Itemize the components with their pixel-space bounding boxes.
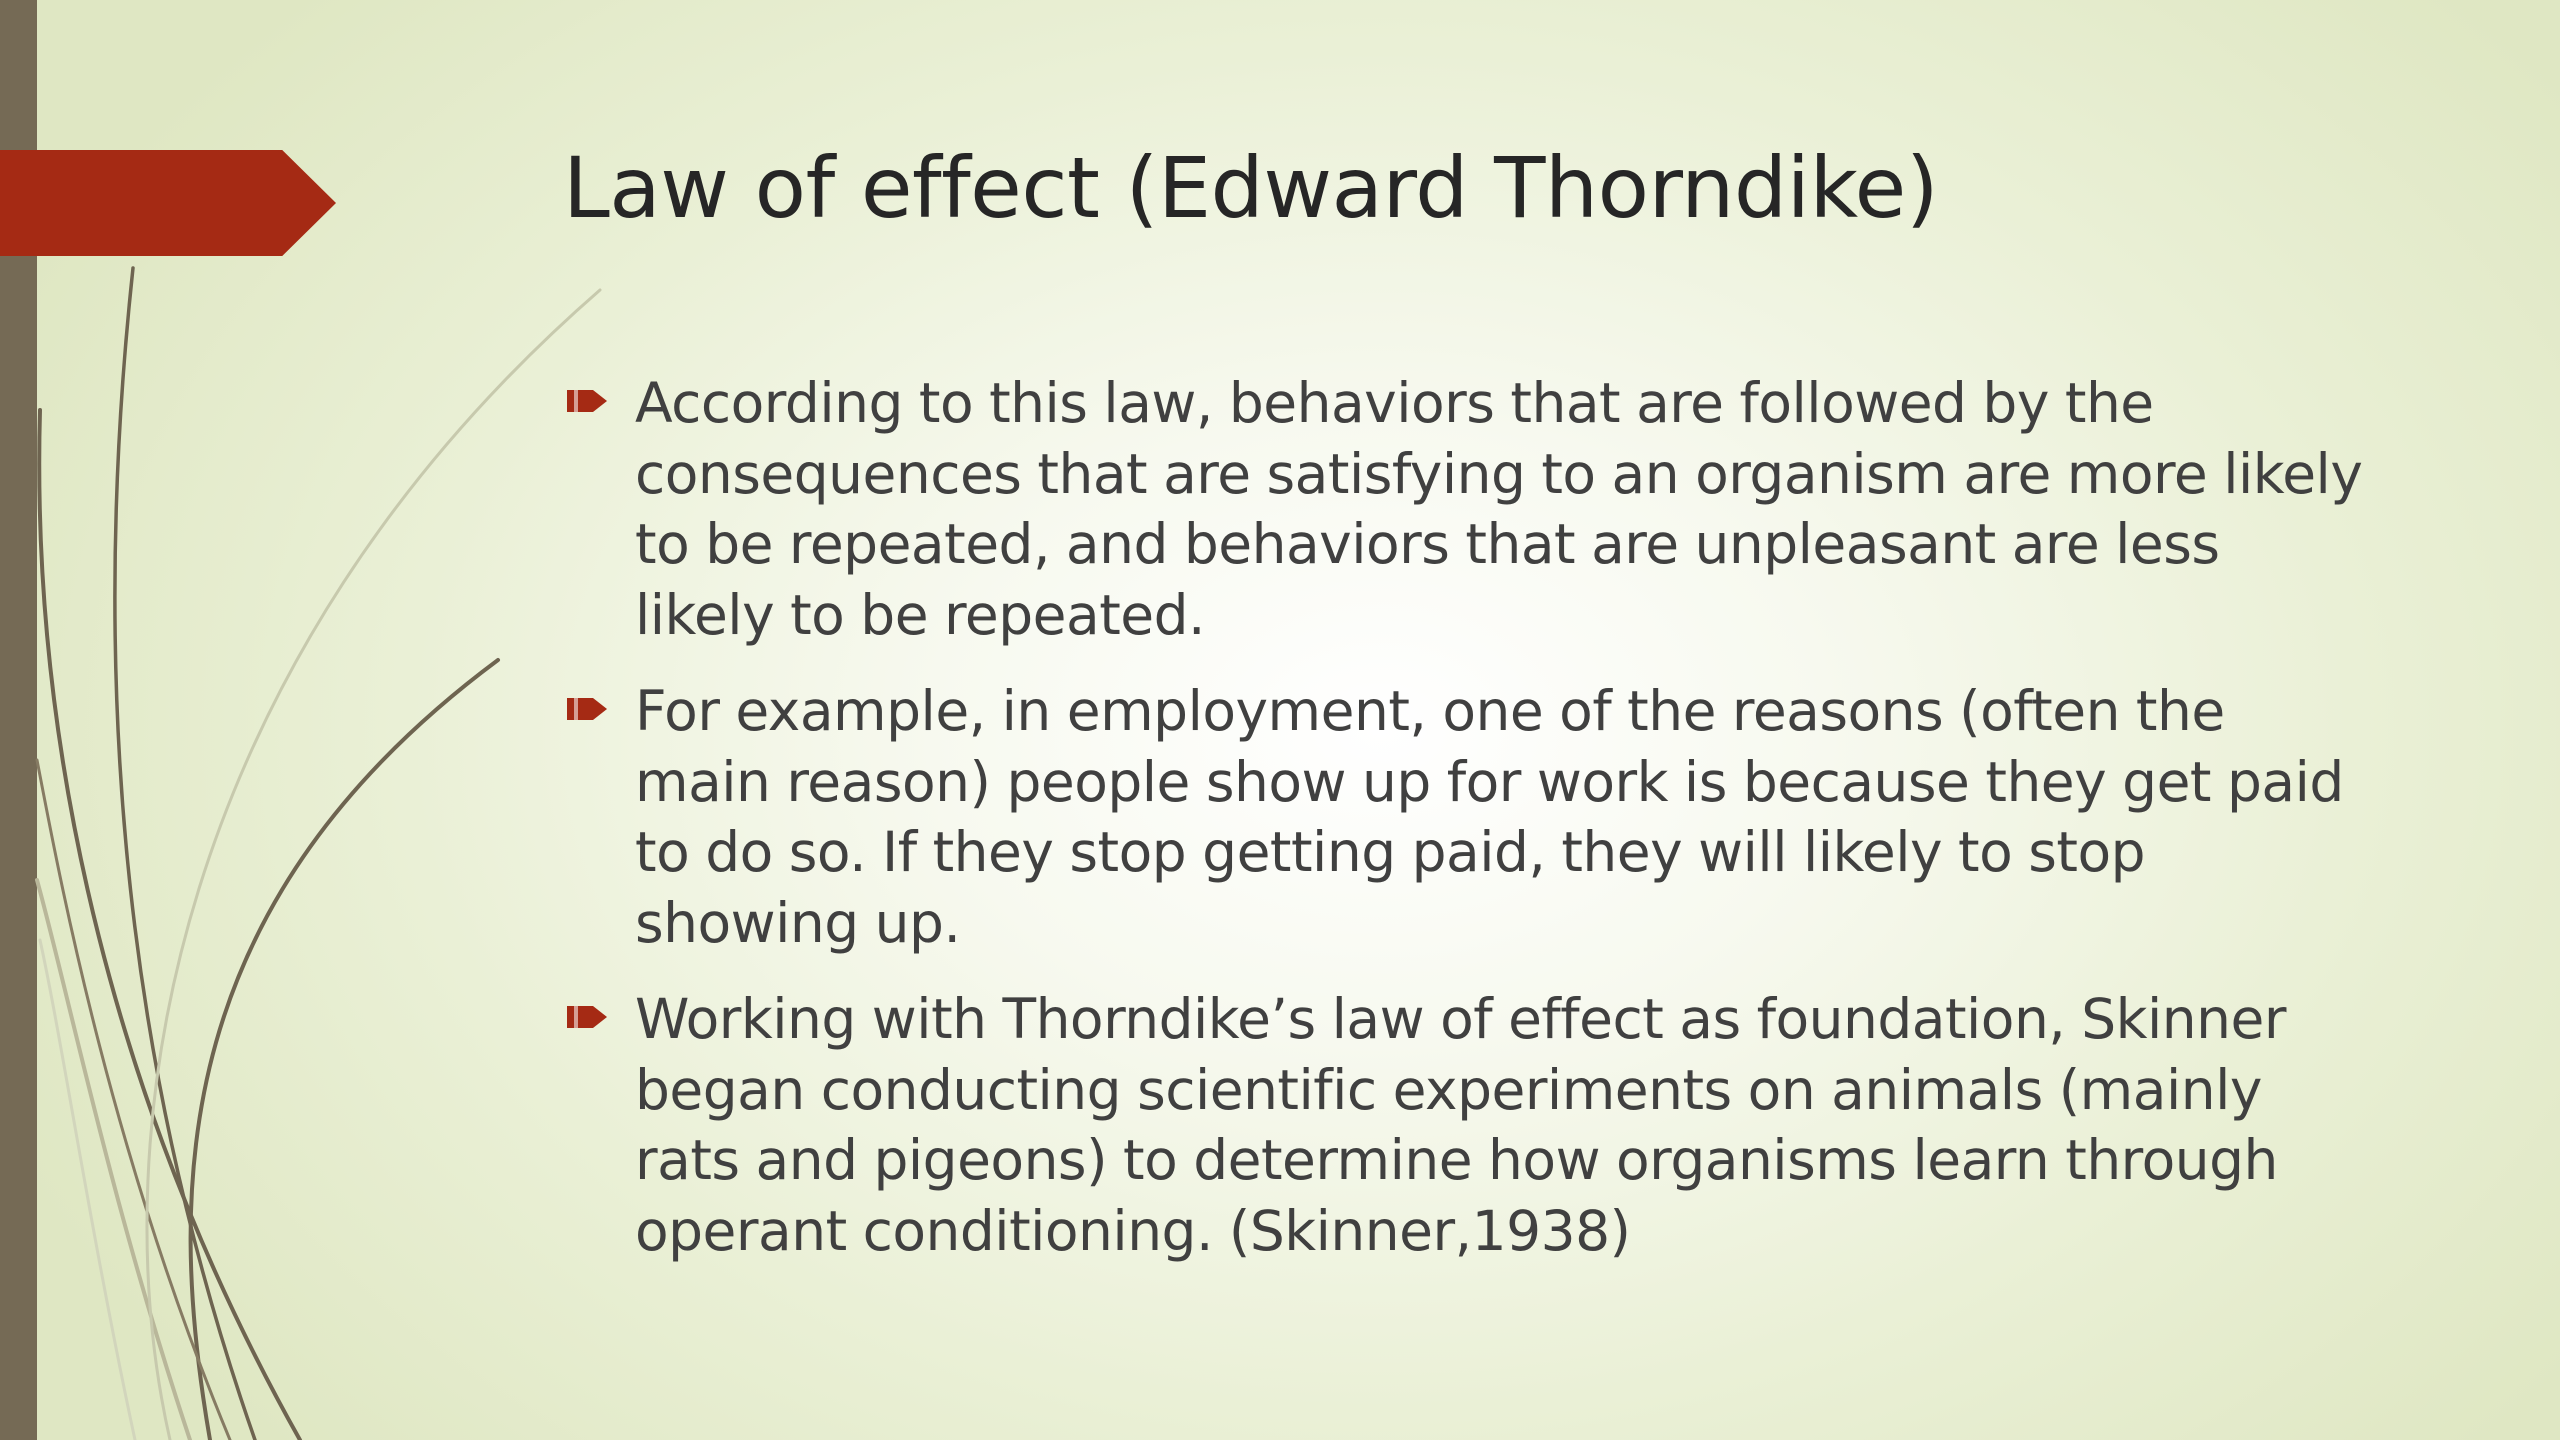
title-arrow-tab — [0, 150, 336, 256]
bullet-list — [563, 368, 2363, 1292]
right-arrow-bullet-icon — [567, 387, 607, 415]
slide-title: Law of effect (Edward Thorndike) — [563, 139, 1939, 237]
bullet-item — [563, 676, 2363, 958]
bullet-item — [563, 368, 2363, 650]
bullet-item — [563, 984, 2363, 1266]
bullet-text: According to this law, behaviors that are followed by the consequences that are satisfying to an organism are more likely to be repeated, and behaviors that are unpleasant are less likely to be repeated. — [635, 371, 2363, 647]
bullet-text: For example, in employment, one of the reasons (often the main reason) people show up for work is because they get paid to do so. If they stop getting paid, they will likely to stop showing up. — [635, 679, 2344, 955]
right-arrow-bullet-icon — [567, 695, 607, 723]
bullet-text: Working with Thorndike’s law of effect as foundation, Skinner began conducting scientific experiments on animals (mainly rats and pigeons) to determine how organisms learn through operant conditioning. (Skinner,1938) — [635, 987, 2286, 1263]
right-arrow-bullet-icon — [567, 1003, 607, 1031]
